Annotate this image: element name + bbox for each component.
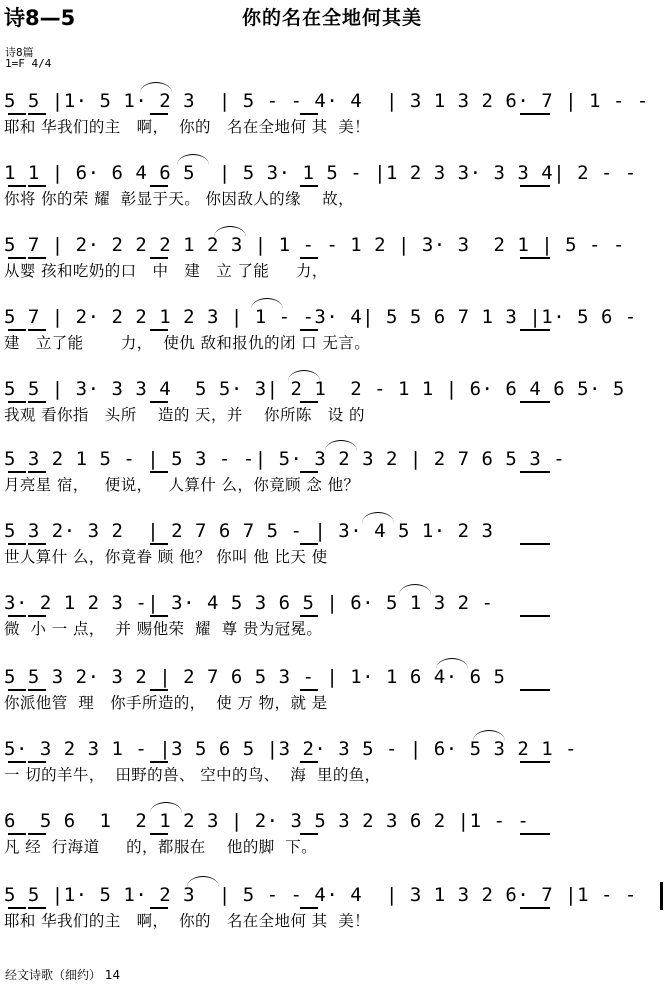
- beam-line: [28, 761, 46, 763]
- system-4: [0, 304, 670, 380]
- beam-line: [520, 615, 550, 617]
- notation-line: 5 5 3 2· 3 2 | 2 7 6 5 3 - | 1· 1 6 4· 6 5: [4, 666, 506, 688]
- system-8: [0, 590, 670, 666]
- beam-line: [520, 329, 550, 331]
- beam-line: [300, 761, 318, 763]
- system-12: [0, 882, 670, 958]
- system-7: [0, 518, 670, 594]
- lyric-line: 凡 经 行海道 的，都服在 他的脚 下。: [4, 838, 318, 856]
- notation-line: 5 3 2· 3 2 | 2 7 6 7 5 - | 3· 4 5 1· 2 3: [4, 520, 494, 542]
- beam-line: [28, 401, 46, 403]
- beam-line: [8, 471, 26, 473]
- lyric-line: 微 小 一 点， 并 赐他荣 耀 尊 贵为冠冕。: [4, 620, 323, 638]
- system-2: [0, 160, 670, 236]
- beam-line: [300, 185, 318, 187]
- beam-line: [520, 113, 550, 115]
- slur-mark: [140, 82, 172, 93]
- lyric-line: 耶和 华我们的主 啊， 你的 名在全地何 其 美！: [4, 912, 371, 930]
- notation-line: 5 5 |1· 5 1· 2 3 | 5 - - 4· 4 | 3 1 3 2 6· 7 | 1 - -: [4, 90, 649, 112]
- lyric-line: 一 切的羊牛， 田野的兽、 空中的鸟、 海 里的鱼，: [4, 766, 381, 784]
- lyric-line: 月亮星 宿， 便说， 人算什 么，你竟顾 念 他？: [4, 476, 360, 494]
- beam-line: [28, 907, 46, 909]
- system-9: [0, 664, 670, 740]
- beam-line: [520, 471, 550, 473]
- beam-line: [150, 471, 168, 473]
- beam-line: [8, 833, 26, 835]
- notation-line: 5· 3 2 3 1 - |3 5 6 5 |3 2· 3 5 - | 6· 5 3 2 1 -: [4, 738, 578, 760]
- song-number: 诗8—5: [4, 6, 76, 30]
- beam-line: [520, 833, 550, 835]
- key-signature: 1=F 4/4: [5, 57, 52, 70]
- lyric-line: 你将 你的荣 耀 彰显于天。 你因敌人的缘 故，: [4, 190, 355, 208]
- beam-line: [8, 401, 26, 403]
- notation-line: 5 5 | 3· 3 3 4 5 5· 3| 2 1 2 - 1 1 | 6· 6 4 6 5· 5: [4, 378, 625, 400]
- beam-line: [28, 615, 46, 617]
- beam-line: [520, 689, 550, 691]
- beam-line: [28, 471, 46, 473]
- beam-line: [8, 543, 26, 545]
- beam-line: [150, 185, 168, 187]
- notation-line: 5 7 | 2· 2 2 2 1 2 3 | 1 - - 1 2 | 3· 3 2 1 | 5 - -: [4, 234, 625, 256]
- beam-line: [28, 185, 46, 187]
- lyric-line: 耶和 华我们的主 啊， 你的 名在全地何 其 美！: [4, 118, 371, 136]
- beam-line: [150, 329, 168, 331]
- beam-line: [300, 329, 318, 331]
- beam-line: [8, 689, 26, 691]
- final-barline: [660, 882, 663, 910]
- footer-text: 经文诗歌（细约） 14: [5, 968, 121, 982]
- beam-line: [28, 257, 46, 259]
- beam-line: [300, 401, 318, 403]
- lyric-line: 从婴 孩和吃奶的口 中 建 立 了能 力，: [4, 262, 328, 280]
- beam-line: [8, 907, 26, 909]
- beam-line: [300, 907, 318, 909]
- beam-line: [28, 329, 46, 331]
- notation-line: 3· 2 1 2 3 -| 3· 4 5 3 6 5 | 6· 5 1 3 2 -: [4, 592, 494, 614]
- system-3: [0, 232, 670, 308]
- system-10: [0, 736, 670, 812]
- notation-line: 6 5 6 1 2 1 2 3 | 2· 3 5 3 2 3 6 2 |1 - -: [4, 810, 530, 832]
- notation-line: 5 5 |1· 5 1· 2 3 | 5 - - 4· 4 | 3 1 3 2 6· 7 |1 - -: [4, 884, 637, 906]
- beam-line: [520, 185, 550, 187]
- beam-line: [8, 185, 26, 187]
- beam-line: [300, 615, 318, 617]
- beam-line: [300, 689, 318, 691]
- system-6: [0, 446, 670, 522]
- beam-line: [520, 761, 550, 763]
- beam-line: [520, 257, 550, 259]
- beam-line: [8, 761, 26, 763]
- beam-line: [28, 113, 46, 115]
- beam-line: [150, 689, 168, 691]
- beam-line: [300, 113, 318, 115]
- beam-line: [150, 833, 168, 835]
- beam-line: [300, 833, 318, 835]
- beam-line: [300, 543, 318, 545]
- beam-line: [28, 833, 46, 835]
- beam-line: [300, 257, 318, 259]
- beam-line: [300, 471, 318, 473]
- lyric-line: 世人算什 么，你竟眷 顾 他？ 你叫 他 比天 使: [4, 548, 328, 566]
- psalm-reference: 诗8篇: [5, 46, 34, 59]
- beam-line: [8, 615, 26, 617]
- beam-line: [28, 543, 46, 545]
- beam-line: [150, 615, 168, 617]
- lyric-line: 建 立了能 力， 使仇 敌和报仇的闭 口 无言。: [4, 334, 371, 352]
- beam-line: [8, 257, 26, 259]
- beam-line: [150, 113, 168, 115]
- beam-line: [8, 113, 26, 115]
- notation-line: 5 7 | 2· 2 2 1 2 3 | 1 - -3· 4| 5 5 6 7 1 3 |1· 5 6 -: [4, 306, 637, 328]
- system-1: [0, 88, 670, 164]
- beam-line: [520, 543, 550, 545]
- beam-line: [150, 543, 168, 545]
- beam-line: [8, 329, 26, 331]
- system-11: [0, 808, 670, 884]
- beam-line: [150, 761, 168, 763]
- notation-line: 5 3 2 1 5 - | 5 3 - -| 5· 3 2 3 2 | 2 7 6 5 3 -: [4, 448, 566, 470]
- song-title: 你的名在全地何其美: [242, 7, 423, 29]
- notation-line: 1 1 | 6· 6 4 6 5 | 5 3· 1 5 - |1 2 3 3· 3 3 4| 2 - -: [4, 162, 637, 184]
- beam-line: [150, 257, 168, 259]
- beam-line: [28, 689, 46, 691]
- beam-line: [150, 401, 168, 403]
- lyric-line: 我观 看你指 头所 造的 天，并 你所陈 设 的: [4, 406, 365, 424]
- beam-line: [520, 907, 550, 909]
- lyric-line: 你派他管 理 你手所造的， 使 万 物，就 是: [4, 694, 328, 712]
- beam-line: [520, 401, 550, 403]
- beam-line: [150, 907, 168, 909]
